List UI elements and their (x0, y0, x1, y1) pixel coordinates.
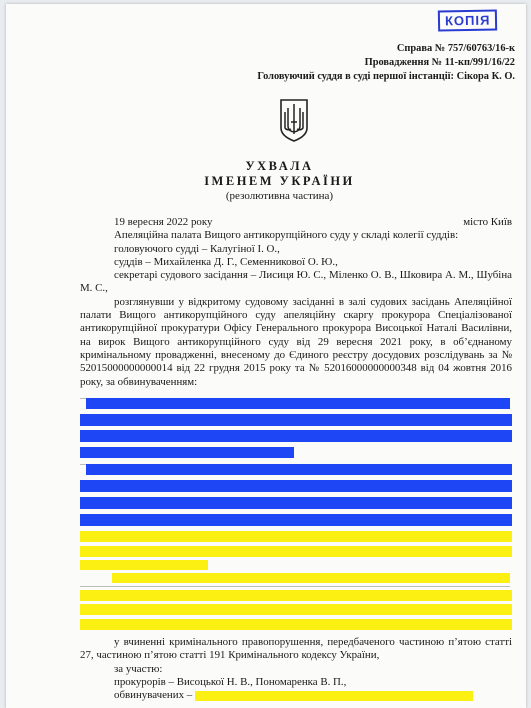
ruling-city: місто Київ (463, 216, 512, 228)
document-title (0, 158, 531, 203)
redaction-bar-yellow (80, 604, 512, 615)
redaction-bar-blue (80, 514, 512, 526)
redaction-bar-blue (80, 414, 512, 426)
redaction-bar-blue (80, 497, 512, 509)
redaction-bar-blue (80, 430, 512, 442)
prosecutors-line: прокурорів – Висоцької Н. В., Пономаренка В. П., (114, 675, 347, 688)
redaction-bar-yellow (80, 531, 512, 542)
title-operative-part: (резолютивна частина) (225, 190, 334, 202)
redaction-bar-blue (86, 464, 512, 475)
court-secretaries: секретарі судового засідання – Лисиця Ю. С., Міленко О. В., Шковира А. М., Шубіна М. С., (80, 269, 512, 295)
main-paragraph: розглянувши у відкритому судовому засіданні в залі судових засідань Апеляційної палати Вищого антикорупційного суду апеляційну скаргу прокурора Спеціалізованої антикорупційної прокуратури Офісу Генерального прокурора Висоцької Наталі Василівни, на вирок Вищого антикорупційного суду від 29 вересня 2021 року, в об’єднаному кримінальному провадженні, внесеному до Єдиного реєстру досудових розслідувань за № 52015000000000014 від 22 грудня 2015 року та № 52016000000000348 від 04 жовтня 2016 року, за обвинуваченням: (80, 295, 512, 388)
court-composition: Апеляційна палата Вищого антикорупційного суду у складі колегії суддів: (114, 229, 459, 242)
redaction-bar-yellow (195, 691, 473, 701)
redaction-bar-yellow (80, 546, 512, 557)
case-header (257, 42, 515, 84)
redaction-bar-yellow (80, 619, 512, 630)
redaction-bar-blue (80, 447, 294, 458)
redaction-bar-yellow (80, 590, 512, 601)
title-ruling: УХВАЛА (245, 159, 314, 173)
ruling-date: 19 вересня 2022 року (114, 216, 213, 228)
redaction-bar-yellow (112, 573, 510, 583)
redaction-bar-yellow (80, 560, 208, 570)
copy-stamp: КОПІЯ (438, 9, 498, 31)
accused-label: обвинувачених – (114, 689, 193, 702)
ruling-tail (80, 636, 512, 702)
hidden-text-line (80, 586, 510, 587)
redaction-bar-blue (86, 398, 510, 409)
coat-of-arms-icon (279, 98, 309, 142)
case-number: Справа № 757/60763/16-к (396, 43, 515, 54)
redaction-bar-blue (80, 480, 512, 492)
participation-label: за участю: (114, 662, 163, 675)
panel-judges: суддів – Михайленка Д. Г., Семенникової О. Ю., (114, 255, 338, 268)
proceeding-number: Провадження № 11-кп/991/16/22 (364, 57, 515, 68)
accused-line (80, 689, 512, 702)
title-in-name-of-ukraine: ІМЕНЕМ УКРАЇНИ (204, 174, 355, 188)
ruling-body (80, 216, 512, 389)
crime-qualification: у вчиненні кримінального правопорушення, передбаченого частиною п’ятою статті 27, частиною п’ятою статті 191 Кримінального кодексу України, (80, 636, 512, 662)
presiding-judge-first-instance: Головуючий суддя в суді першої інстанції: Сікора К. О. (257, 71, 515, 82)
presiding-judge: головуючого судді – Калугіної І. О., (114, 242, 280, 255)
